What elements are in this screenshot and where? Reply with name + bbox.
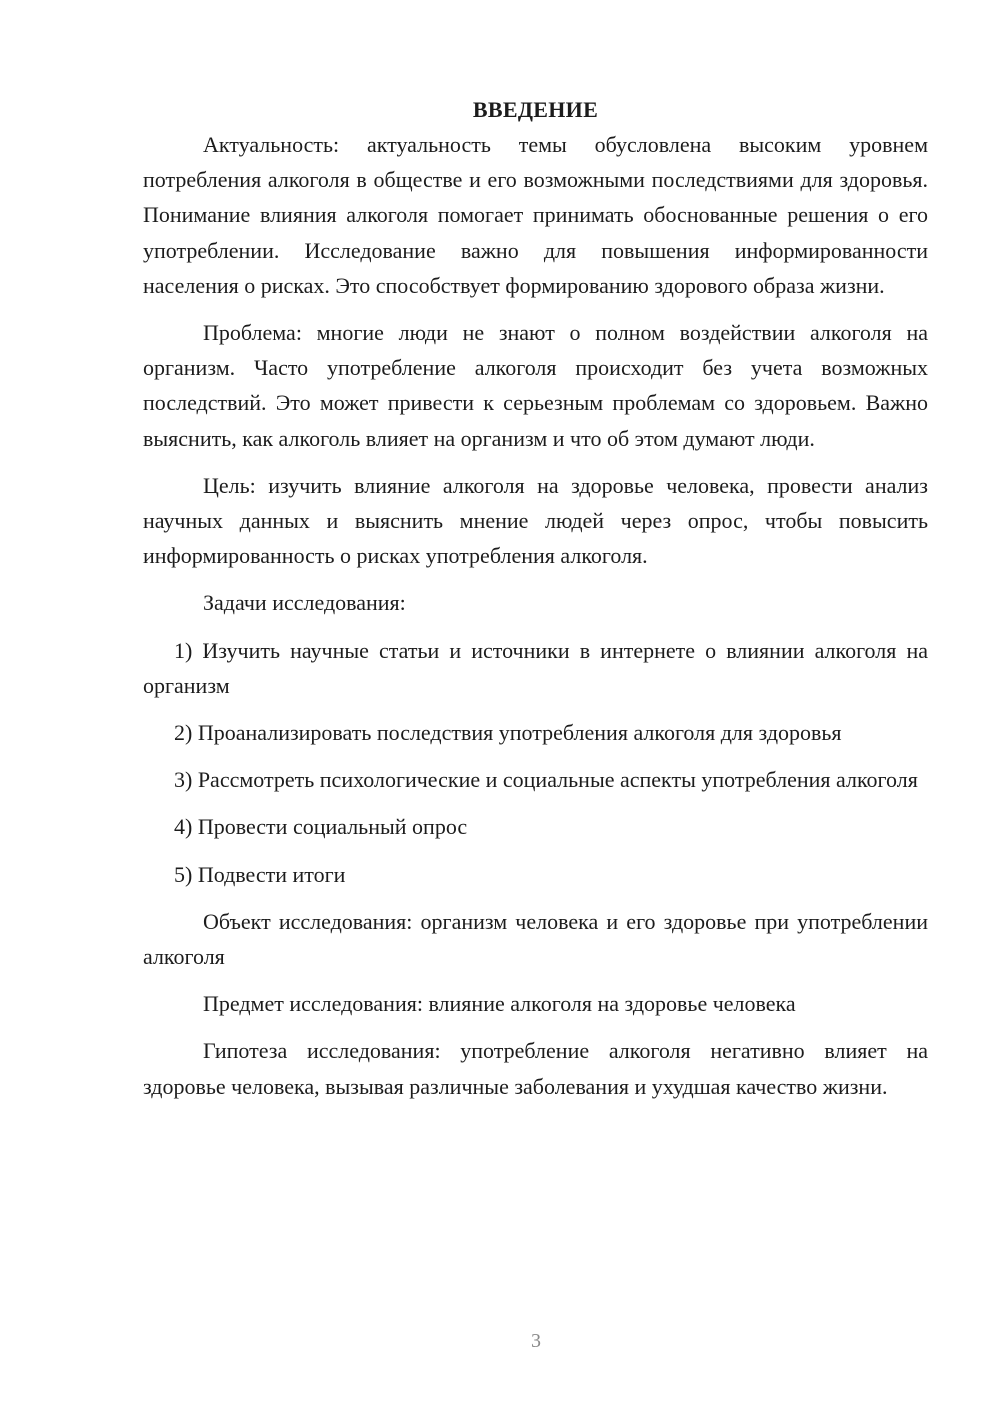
list-item: 2) Проанализировать последствия употребления алкоголя для здоровья (174, 720, 842, 746)
section-heading: ВВЕДЕНИЕ (472, 97, 599, 122)
page-number: 3 (531, 1330, 541, 1352)
subject-paragraph: Предмет исследования: влияние алкоголя на здоровье человека (203, 991, 796, 1017)
hypothesis-paragraph: Гипотеза исследования: употребление алкоголя негативно влияет на здоровье человека, вызывая различные заболевания и ухудшая качество жизни. (143, 1038, 928, 1099)
object-paragraph: Объект исследования: организм человека и его здоровье при употреблении алкоголя (143, 908, 928, 970)
list-item: 3) Рассмотреть психологические и социальные аспекты употребления алкоголя (174, 767, 918, 793)
list-item: 5) Подвести итоги (174, 861, 346, 887)
relevance-paragraph: Актуальность: актуальность темы обусловлена высоким уровнем потребления алкоголя в обществе и его возможными последствиями для здоровья. Понимание влияния алкоголя помогает принимать обоснованные решения о его употреблении. Исследование важно для повышения информированности населения о рисках. Это способствует формированию здорового образа жизни. (143, 132, 928, 298)
list-item: 4) Провести социальный опрос (174, 814, 468, 840)
list-item: 1) Изучить научные статьи и источники в интернете о влиянии алкоголя на организм (143, 637, 928, 698)
tasks-list (143, 633, 928, 892)
tasks-title: Задачи исследования: (203, 590, 406, 616)
problem-paragraph: Проблема: многие люди не знают о полном воздействии алкоголя на организм. Часто употребление алкоголя происходит без учета возможных последствий. Это может привести к серьезным проблемам со здоровьем. Важно выяснить, как алкоголь влияет на организм и что об этом думают люди. (143, 320, 928, 451)
document-page (143, 92, 928, 1104)
goal-paragraph: Цель: изучить влияние алкоголя на здоровье человека, провести анализ научных данных и выяснить мнение людей через опрос, чтобы повысить информированность о рисках употребления алкоголя. (143, 472, 928, 569)
